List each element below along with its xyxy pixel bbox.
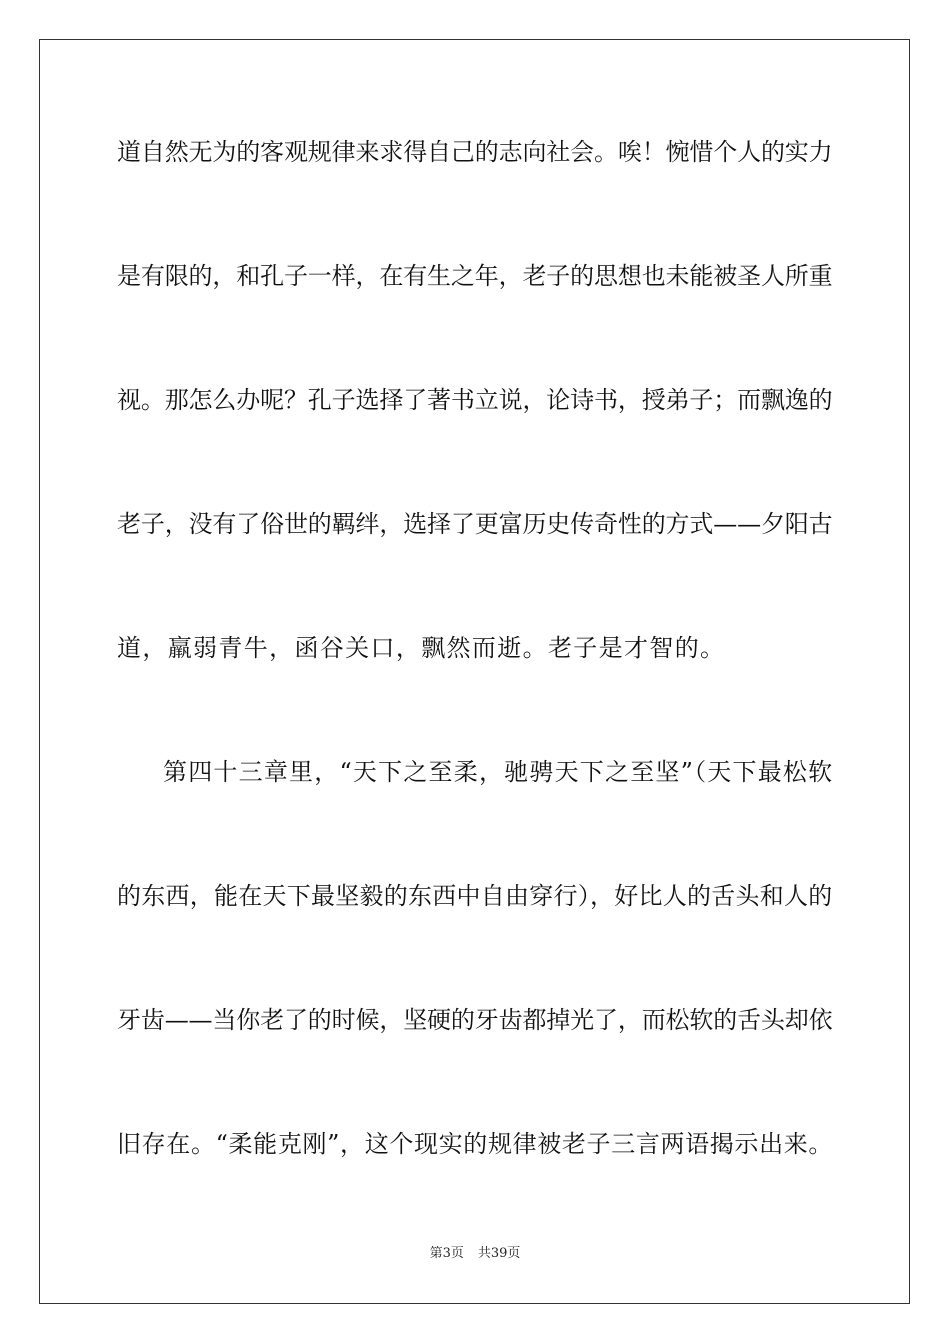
page-number: 第3页	[429, 1246, 464, 1261]
paragraph-first-line: 第四十三章里，“天下之至柔，驰骋天下之至坚”（天下最松软	[163, 758, 834, 786]
text-line: 道自然无为的客观规律来求得自己的志向社会。唉！惋惜个人的实力	[117, 138, 833, 166]
page-total: 共39页	[477, 1246, 521, 1261]
text-line: 老子，没有了俗世的羁绊，选择了更富历史传奇性的方式——夕阳古	[117, 510, 833, 538]
text-line: 道，羸弱青牛，函谷关口，飘然而逝。老子是才智的。	[117, 634, 726, 662]
page-footer	[0, 1246, 950, 1262]
text-line: 旧存在。“柔能克刚”，这个现实的规律被老子三言两语揭示出来。	[117, 1130, 834, 1158]
text-line: 是有限的，和孔子一样，在有生之年，老子的思想也未能被圣人所重	[117, 262, 833, 290]
page-border	[39, 39, 910, 1304]
text-line: 视。那怎么办呢？孔子选择了著书立说，论诗书，授弟子；而飘逸的	[117, 386, 833, 414]
text-line: 牙齿——当你老了的时候，坚硬的牙齿都掉光了，而松软的舌头却依	[117, 1006, 833, 1034]
text-line: 的东西，能在天下最坚毅的东西中自由穿行），好比人的舌头和人的	[117, 882, 833, 910]
